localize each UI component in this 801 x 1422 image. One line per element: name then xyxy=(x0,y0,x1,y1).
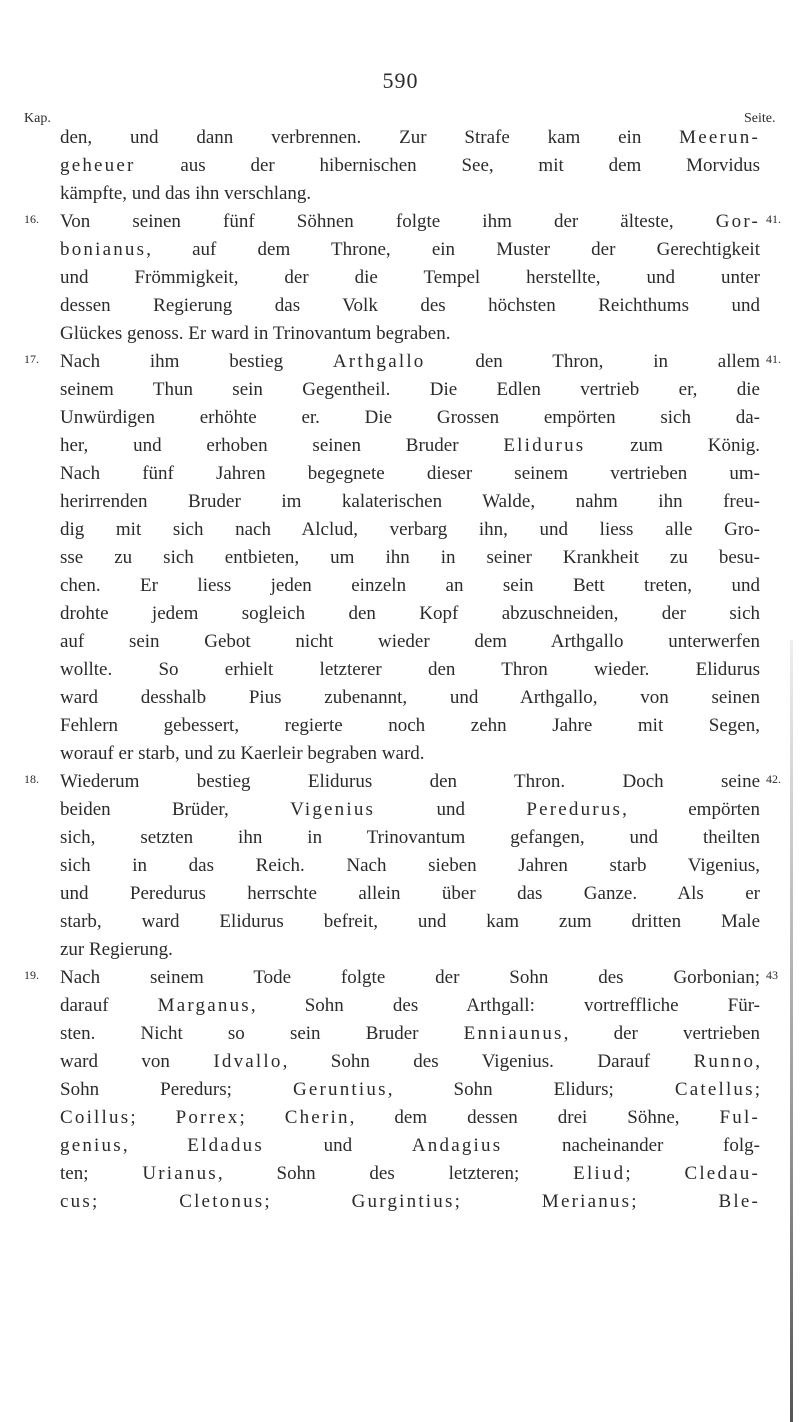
text-run: und Frömmigkeit, der die Tempel herstellte, und unter xyxy=(60,267,760,288)
text-run: , xyxy=(122,1135,188,1156)
line-text xyxy=(60,1048,760,1076)
text-line xyxy=(60,936,760,964)
text-run: chen. Er liess jeden einzeln an sein Bett treten, und xyxy=(60,575,760,596)
text-line xyxy=(60,124,760,152)
spaced-name: Vigenius xyxy=(290,799,376,820)
line-text xyxy=(60,684,760,712)
text-line xyxy=(60,320,760,348)
spaced-name: Ful- xyxy=(719,1107,761,1128)
spaced-name: cus xyxy=(60,1191,92,1212)
spaced-name: Marganus xyxy=(157,995,251,1016)
paragraph xyxy=(60,124,760,208)
paragraph xyxy=(24,768,781,964)
text-run: ward von xyxy=(60,1051,214,1072)
line-text xyxy=(60,740,760,768)
text-line xyxy=(60,1020,760,1048)
text-run: dessen Regierung das Volk des höchsten Reichthums und xyxy=(60,295,760,316)
line-text xyxy=(60,880,760,908)
text-run: , Sohn des letzteren; xyxy=(217,1163,574,1184)
text-line xyxy=(60,992,760,1020)
text-run: seinem Thun sein Gegentheil. Die Edlen vertrieb er, die xyxy=(60,379,760,400)
text-line xyxy=(60,740,760,768)
text-run: Sohn Peredurs; xyxy=(60,1079,293,1100)
line-text xyxy=(60,180,760,208)
line-text xyxy=(60,1160,760,1188)
margin-header-page: Seite. xyxy=(744,111,776,126)
spaced-name: Urianus xyxy=(142,1163,218,1184)
line-text xyxy=(60,404,760,432)
spaced-name: Elidurus xyxy=(503,435,586,456)
text-run: sich, setzten ihn in Trinovantum gefangen, und theilten xyxy=(60,827,760,848)
text-line xyxy=(60,628,760,656)
margin-page-reference: 43 xyxy=(766,968,778,982)
line-text xyxy=(60,908,760,936)
text-run: sten. Nicht so sein Bruder xyxy=(60,1023,464,1044)
page-number: 590 xyxy=(382,68,419,93)
text-run: ten; xyxy=(60,1163,143,1184)
text-line xyxy=(24,348,781,376)
spaced-name: Andagius xyxy=(411,1135,503,1156)
text-line xyxy=(60,684,760,712)
line-text xyxy=(60,964,760,992)
spaced-name: Meerun- xyxy=(679,127,760,148)
text-run: , empörten xyxy=(622,799,760,820)
text-line xyxy=(60,908,760,936)
text-run: sse zu sich entbieten, um ihn in seiner Krankheit zu besu- xyxy=(60,547,760,568)
text-run: worauf er starb, und zu Kaerleir begraben ward. xyxy=(60,743,425,764)
spaced-name: Geruntius xyxy=(292,1079,388,1100)
text-run: wollte. So erhielt letzterer den Thron wieder. Elidurus xyxy=(60,659,760,680)
text-run: zur Regierung. xyxy=(60,939,173,960)
text-run: ward desshalb Pius zubenannt, und Arthgallo, von seinen xyxy=(60,687,760,708)
text-run: , Sohn Elidurs; xyxy=(387,1079,675,1100)
text-run: Wiederum bestieg Elidurus den Thron. Doch seine xyxy=(60,771,760,792)
text-run: ; xyxy=(631,1191,719,1212)
text-run: Unwürdigen erhöhte er. Die Grossen empörten sich da- xyxy=(60,407,760,428)
line-text xyxy=(60,264,760,292)
text-run: drohte jedem sogleich den Kopf abzuschneiden, der sich xyxy=(60,603,760,624)
margin-page-reference: 42. xyxy=(766,772,781,786)
text-run: Glückes genoss. Er ward in Trinovantum begraben. xyxy=(60,323,451,344)
text-run: aus der hibernischen See, mit dem Morvidus xyxy=(135,155,760,176)
text-run: ; xyxy=(264,1191,352,1212)
scan-edge xyxy=(790,640,793,1422)
text-line xyxy=(60,880,760,908)
spaced-name: Porrex xyxy=(175,1107,240,1128)
spaced-name: Cledau- xyxy=(684,1163,760,1184)
text-run: , xyxy=(755,1051,760,1072)
text-run: Nach seinem Tode folgte der Sohn des Gorbonian; xyxy=(60,967,760,988)
text-line xyxy=(60,1132,760,1160)
text-run: starb, ward Elidurus befreit, und kam zum dritten Male xyxy=(60,911,760,932)
text-run: herirrenden Bruder im kalaterischen Walde, nahm ihn freu- xyxy=(60,491,760,512)
line-text xyxy=(60,236,760,264)
margin-header-chapter: Kap. xyxy=(24,111,51,126)
spaced-name: Idvallo xyxy=(213,1051,283,1072)
line-text xyxy=(60,796,760,824)
text-line xyxy=(60,432,760,460)
margin-page-reference: 41. xyxy=(766,212,781,226)
text-line xyxy=(60,376,760,404)
paragraph-number: 18. xyxy=(24,772,39,786)
text-run: dig mit sich nach Alclud, verbarg ihn, und liess alle Gro- xyxy=(60,519,760,540)
line-text xyxy=(60,572,760,600)
text-line xyxy=(60,264,760,292)
text-line xyxy=(24,964,778,992)
text-run: , Sohn des Arthgall: vortreffliche Für- xyxy=(250,995,760,1016)
text-run: auf sein Gebot nicht wieder dem Arthgallo unterwerfen xyxy=(60,631,760,652)
text-run: darauf xyxy=(60,995,158,1016)
text-run: nacheinander folg- xyxy=(502,1135,760,1156)
text-run: und Peredurus herrschte allein über das Ganze. Als er xyxy=(60,883,760,904)
paragraph xyxy=(24,208,781,348)
text-block xyxy=(24,124,781,1216)
text-run: ; xyxy=(91,1191,180,1212)
line-text xyxy=(60,852,760,880)
paragraph-number: 16. xyxy=(24,212,39,226)
spaced-name: Eliud xyxy=(573,1163,626,1184)
line-text xyxy=(60,1104,760,1132)
text-line xyxy=(60,488,760,516)
text-line xyxy=(60,152,760,180)
text-line xyxy=(24,768,781,796)
text-line xyxy=(60,180,760,208)
line-text xyxy=(60,292,760,320)
text-line xyxy=(60,1076,760,1104)
line-text xyxy=(60,488,760,516)
text-line xyxy=(60,712,760,740)
text-run: Nach fünf Jahren begegnete dieser seinem vertrieben um- xyxy=(60,463,760,484)
paragraph xyxy=(24,348,781,768)
spaced-name: Cletonus xyxy=(179,1191,265,1212)
spaced-name: Ble- xyxy=(718,1191,760,1212)
text-run: ; xyxy=(454,1191,542,1212)
text-run: Von seinen fünf Söhnen folgte ihm der älteste, xyxy=(60,211,716,232)
text-line xyxy=(60,656,760,684)
text-run: , dem dessen drei Söhne, xyxy=(349,1107,720,1128)
text-line xyxy=(60,824,760,852)
line-text xyxy=(60,824,760,852)
text-run: Fehlern gebessert, regierte noch zehn Jahre mit Segen, xyxy=(60,715,760,736)
paragraph-number: 19. xyxy=(24,968,39,982)
text-run: den Thron, in allem xyxy=(425,351,760,372)
line-text xyxy=(60,992,760,1020)
text-line xyxy=(60,544,760,572)
line-text xyxy=(60,208,760,236)
spaced-name: Enniaunus xyxy=(463,1023,564,1044)
line-text xyxy=(60,1132,760,1160)
text-run: Nach ihm bestieg xyxy=(60,351,333,372)
text-run: beiden Brüder, xyxy=(60,799,291,820)
text-run: sich in das Reich. Nach sieben Jahren starb Vigenius, xyxy=(60,855,760,876)
line-text xyxy=(60,348,760,376)
line-text xyxy=(60,432,760,460)
text-line xyxy=(60,1188,760,1216)
paragraph xyxy=(24,964,778,1216)
line-text xyxy=(60,544,760,572)
spaced-name: Arthgallo xyxy=(332,351,426,372)
text-line xyxy=(60,572,760,600)
text-run: , Sohn des Vigenius. Darauf xyxy=(282,1051,694,1072)
text-run: ; xyxy=(239,1107,285,1128)
line-text xyxy=(60,124,760,152)
spaced-name: Peredurus xyxy=(526,799,623,820)
text-run: und xyxy=(375,799,527,820)
text-line xyxy=(60,1048,760,1076)
text-line xyxy=(60,516,760,544)
text-run: , auf dem Throne, ein Muster der Gerechtigkeit xyxy=(146,239,760,260)
spaced-name: Coillus xyxy=(60,1107,131,1128)
line-text xyxy=(60,1020,760,1048)
text-run: ; xyxy=(130,1107,176,1128)
line-text xyxy=(60,936,760,964)
text-line xyxy=(60,460,760,488)
text-line xyxy=(60,796,760,824)
line-text xyxy=(60,656,760,684)
text-line xyxy=(60,1104,760,1132)
margin-page-reference: 41. xyxy=(766,352,781,366)
spaced-name: Gor- xyxy=(715,211,760,232)
line-text xyxy=(60,1188,760,1216)
text-line xyxy=(60,404,760,432)
line-text xyxy=(60,320,760,348)
text-run: und xyxy=(263,1135,412,1156)
spaced-name: Catellus xyxy=(674,1079,755,1100)
text-line xyxy=(24,208,781,236)
spaced-name: Runno xyxy=(693,1051,756,1072)
line-text xyxy=(60,460,760,488)
text-line xyxy=(60,236,760,264)
line-text xyxy=(60,768,760,796)
text-line xyxy=(60,1160,760,1188)
text-run: zum König. xyxy=(585,435,760,456)
paragraph-number: 17. xyxy=(24,352,39,366)
line-text xyxy=(60,516,760,544)
text-line xyxy=(60,852,760,880)
spaced-name: Cherin xyxy=(284,1107,350,1128)
line-text xyxy=(60,1076,760,1104)
spaced-name: genius xyxy=(60,1135,123,1156)
line-text xyxy=(60,376,760,404)
spaced-name: bonianus xyxy=(60,239,147,260)
text-line xyxy=(60,600,760,628)
line-text xyxy=(60,628,760,656)
text-run: ; xyxy=(754,1079,761,1100)
text-run: , der vertrieben xyxy=(563,1023,760,1044)
line-text xyxy=(60,152,760,180)
spaced-name: Gurgintius xyxy=(351,1191,455,1212)
text-run: ; xyxy=(625,1163,685,1184)
spaced-name: Eldadus xyxy=(187,1135,264,1156)
spaced-name: geheuer xyxy=(60,155,136,176)
text-run: den, und dann verbrennen. Zur Strafe kam ein xyxy=(60,127,680,148)
line-text xyxy=(60,600,760,628)
line-text xyxy=(60,712,760,740)
text-line xyxy=(60,292,760,320)
text-run: her, und erhoben seinen Bruder xyxy=(60,435,504,456)
text-run: kämpfte, und das ihn verschlang. xyxy=(60,183,312,204)
spaced-name: Merianus xyxy=(541,1191,632,1212)
